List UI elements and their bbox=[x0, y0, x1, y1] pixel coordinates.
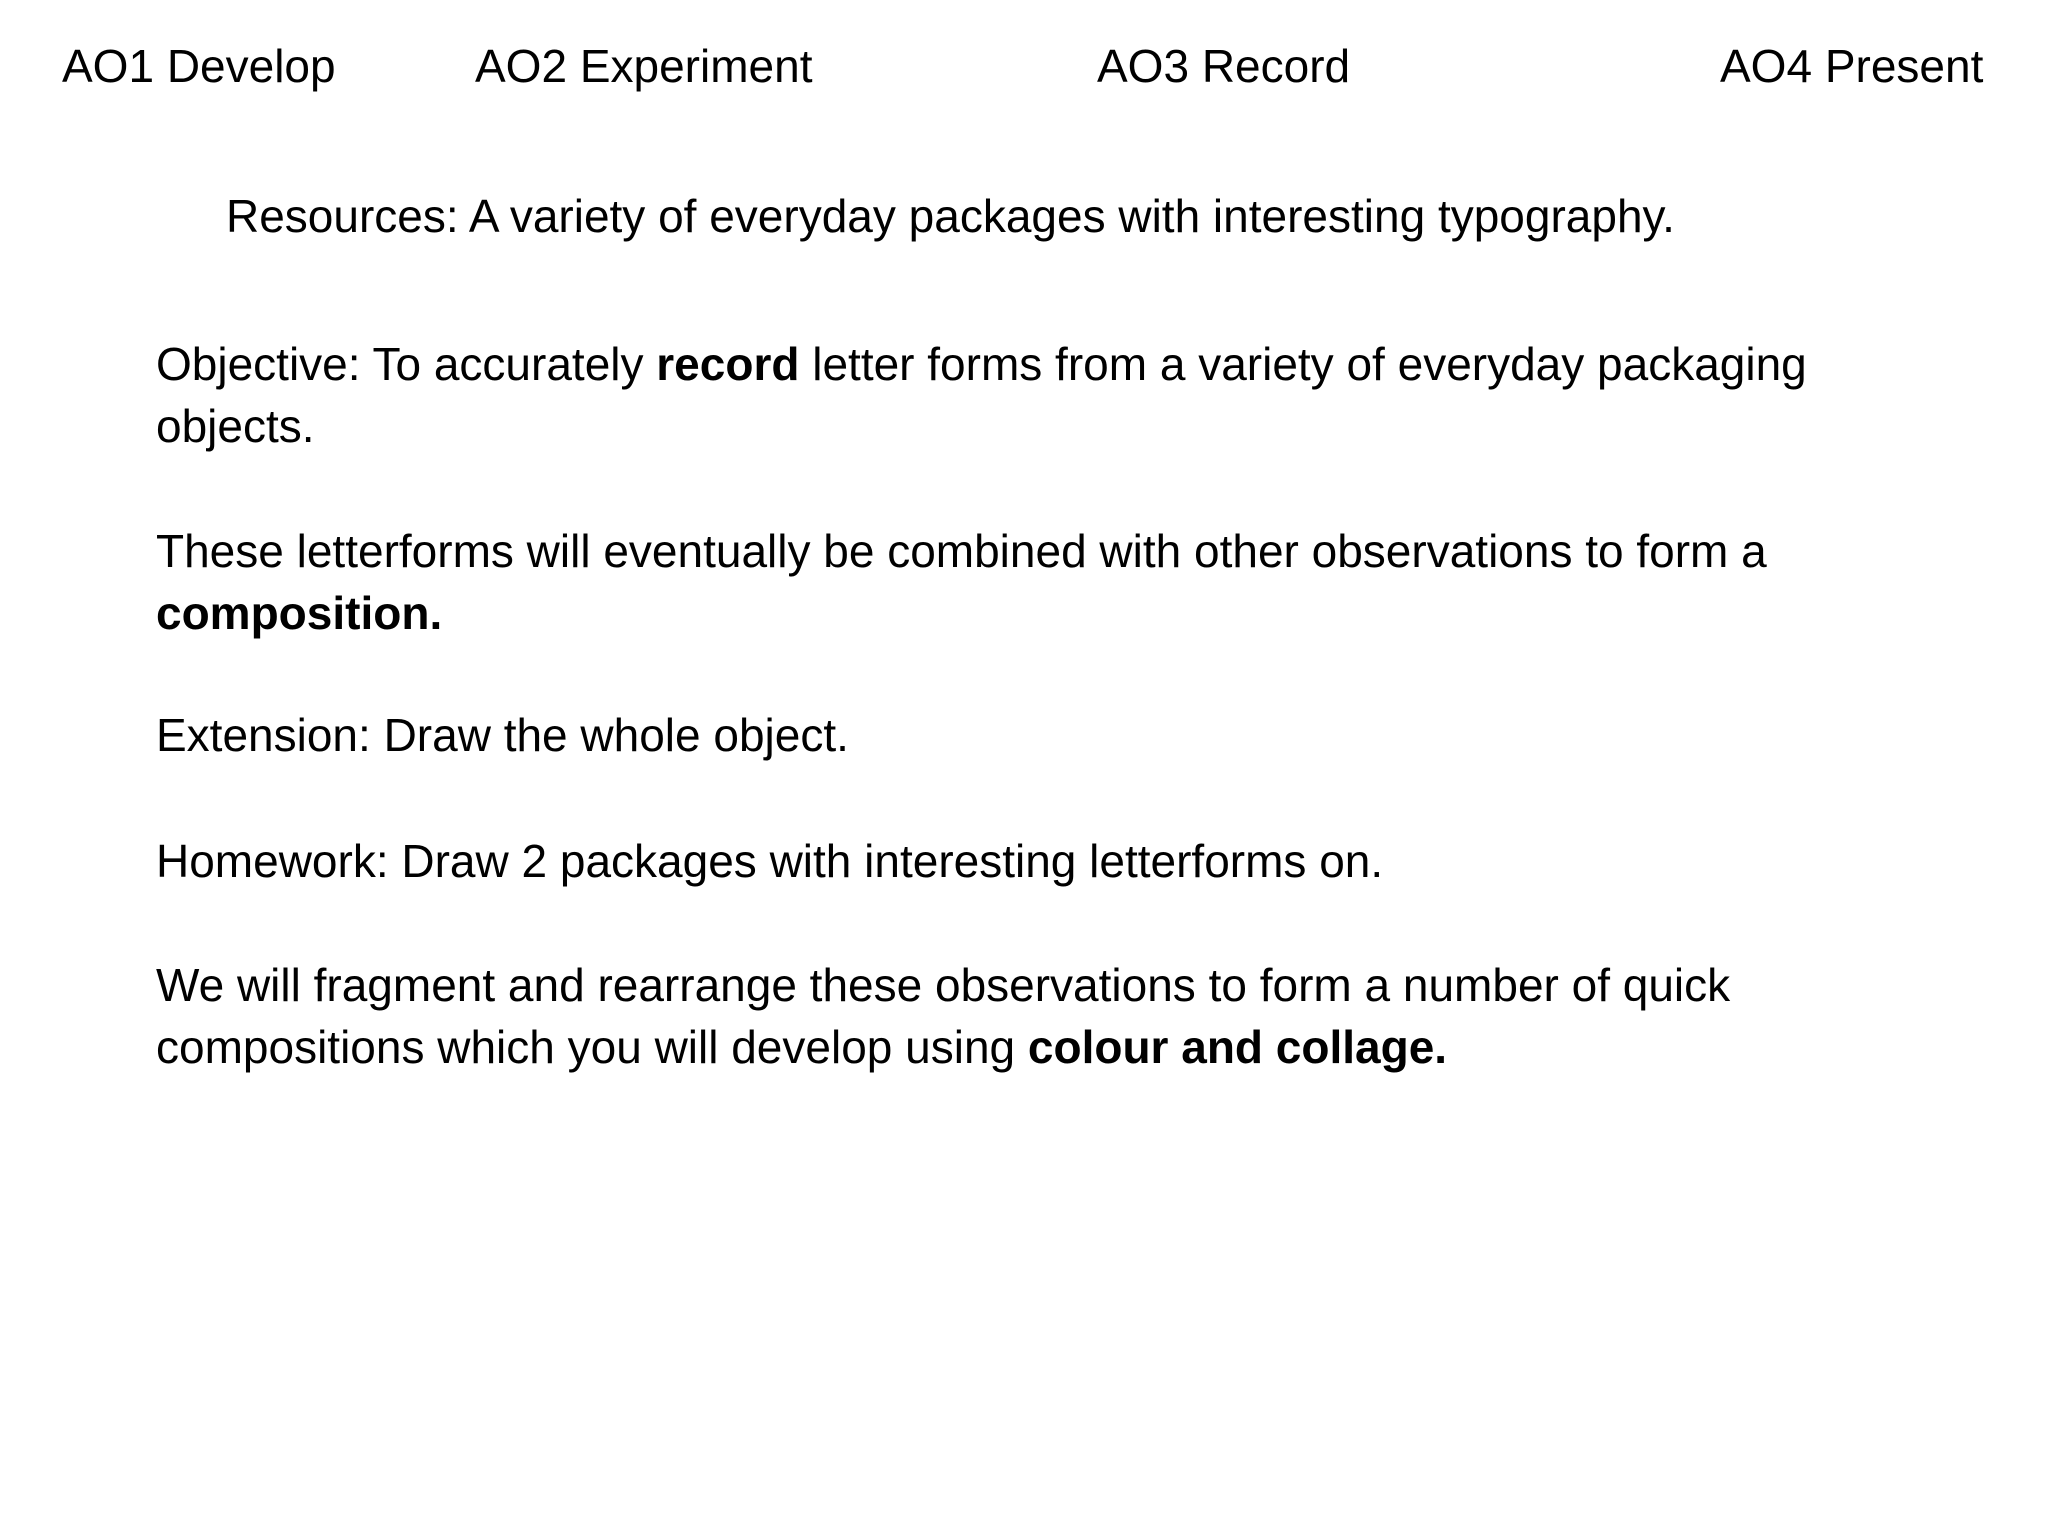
letterforms-bold-composition: composition. bbox=[156, 587, 443, 639]
fragment-paragraph bbox=[156, 954, 1956, 1078]
objective-line-2: objects. bbox=[156, 400, 315, 452]
homework-text: Homework: Draw 2 packages with interesting letterforms on. bbox=[156, 835, 1384, 887]
objective-prefix: Objective: To accurately bbox=[156, 338, 657, 390]
letterforms-line-1: These letterforms will eventually be combined with other observations to form a bbox=[156, 525, 1767, 577]
fragment-prefix: compositions which you will develop using bbox=[156, 1021, 1028, 1073]
objective-bold-record: record bbox=[656, 338, 800, 390]
extension-text: Extension: Draw the whole object. bbox=[156, 709, 849, 761]
extension-paragraph bbox=[156, 704, 1956, 766]
fragment-line-1: We will fragment and rearrange these observations to form a number of quick bbox=[156, 959, 1731, 1011]
ao2-heading: AO2 Experiment bbox=[475, 40, 813, 92]
fragment-line-2 bbox=[156, 1016, 1956, 1078]
objective-suffix: letter forms from a variety of everyday packaging bbox=[799, 338, 1807, 390]
objective-line-1 bbox=[156, 333, 1956, 395]
objective-paragraph bbox=[156, 333, 1956, 457]
fragment-bold-colour-collage: colour and collage. bbox=[1027, 1021, 1448, 1073]
letterforms-paragraph bbox=[156, 520, 1956, 644]
homework-paragraph bbox=[156, 830, 1956, 892]
ao3-heading: AO3 Record bbox=[1097, 40, 1351, 92]
ao4-heading: AO4 Present bbox=[1720, 40, 1984, 92]
ao1-heading: AO1 Develop bbox=[62, 40, 336, 92]
resources-text: Resources: A variety of everyday packages with interesting typography. bbox=[226, 190, 1675, 242]
